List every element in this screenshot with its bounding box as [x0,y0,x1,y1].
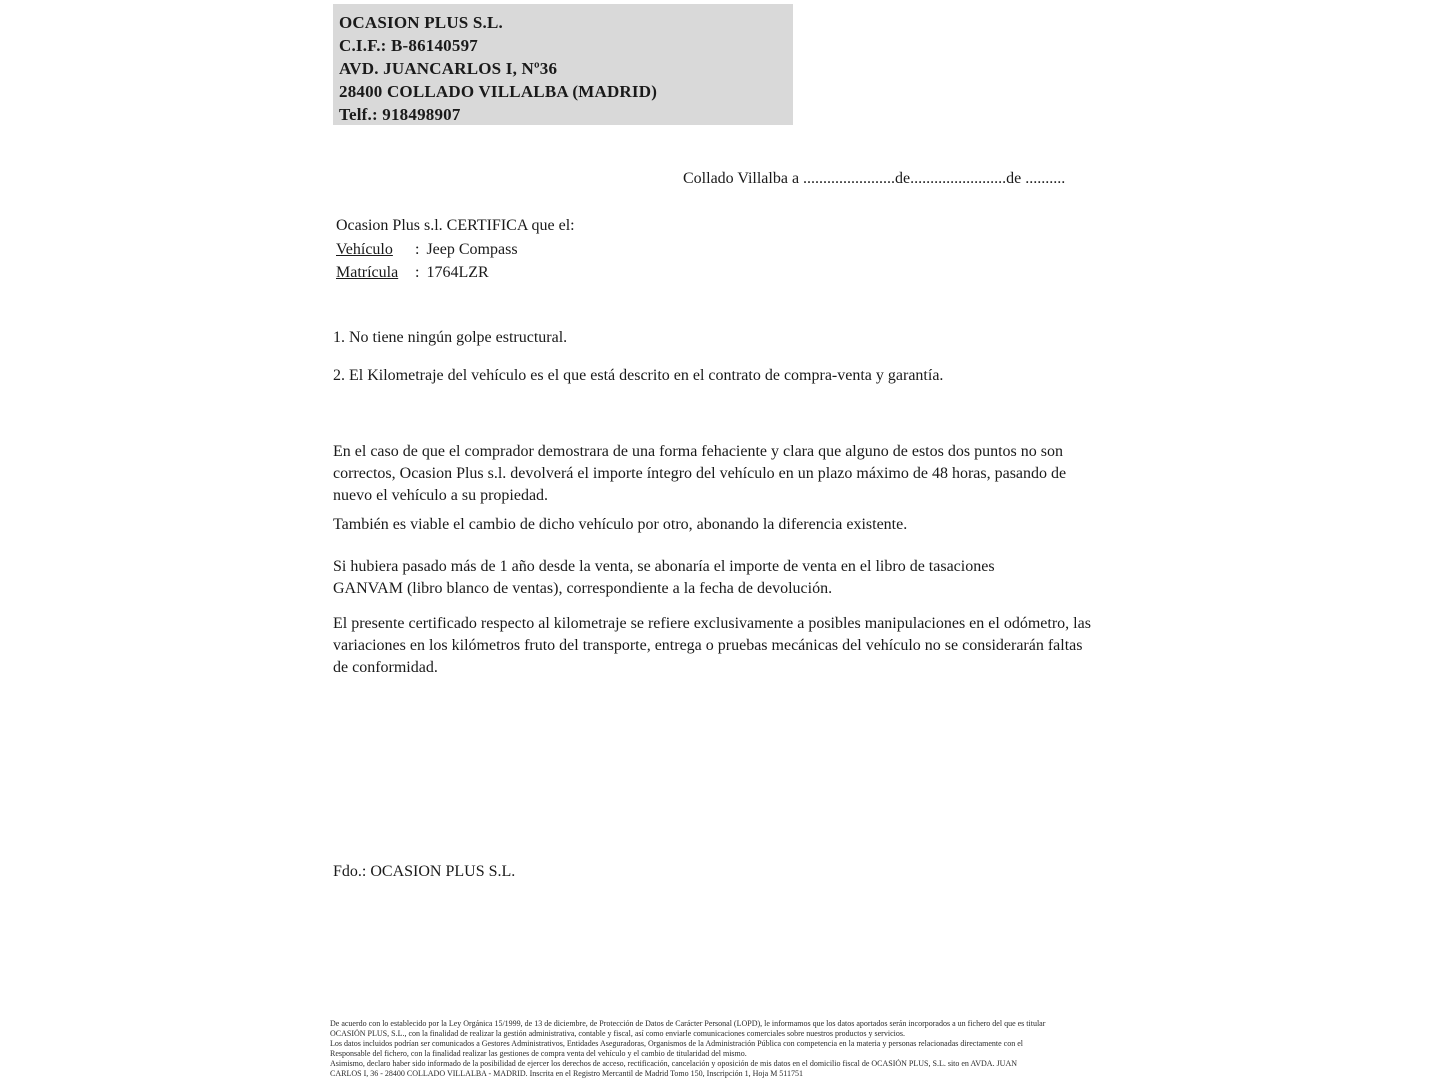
vehicle-separator: : [415,241,420,258]
company-phone: Telf.: 918498907 [339,105,461,124]
vehicle-label: Vehículo [336,241,393,258]
legal-footer-line: OCASIÓN PLUS, S.L., con la finalidad de realizar la gestión administrativa, contable y fiscal, así como enviarle comunicaciones comerciales sobre nuestros productos y servicios. [330,1029,905,1038]
vehicle-value: Jeep Compass [426,241,518,258]
legal-footer-line: Los datos incluidos podrían ser comunicados a Gestores Administrativos, Entidades Aseguradoras, Organismos de la Administración Pública con competencia en la materia y personas relacionadas directamente con el [330,1039,1023,1048]
legal-footer [330,1019,1120,1079]
certification-heading: Ocasion Plus s.l. CERTIFICA que el: [336,217,575,234]
vehicle-field [336,241,518,259]
certified-point-2: 2. El Kilometraje del vehículo es el que está descrito en el contrato de compra-venta y garantía. [333,367,944,384]
paragraph-odometer-disclaimer: El presente certificado respecto al kilometraje se refiere exclusivamente a posibles manipulaciones en el odómetro, las variaciones en los kilómetros fruto del transporte, entrega o pruebas mecánicas del vehículo no se considerarán faltas de conformidad. [333,615,1091,676]
plate-label: Matrícula [336,264,399,281]
company-letterhead [333,4,793,125]
company-city: 28400 COLLADO VILLALBA (MADRID) [339,82,658,101]
company-cif: C.I.F.: B-86140597 [339,36,478,55]
paragraph-ganvam-valuation: Si hubiera pasado más de 1 año desde la venta, se abonaría el importe de venta en el libro de tasaciones GANVAM (libro blanco de ventas), correspondiente a la fecha de devolución. [333,558,995,597]
paragraph-refund-terms: En el caso de que el comprador demostrara de una forma fehaciente y clara que alguno de estos dos puntos no son correctos, Ocasion Plus s.l. devolverá el importe íntegro del vehículo en un plazo máximo de 48 horas, pasando de nuevo el vehículo a su propiedad. [333,443,1067,504]
plate-separator: : [415,264,420,281]
company-name: OCASION PLUS S.L. [339,13,503,32]
legal-footer-line: Asimismo, declaro haber sido informado de la posibilidad de ejercer los derechos de acceso, rectificación, cancelación y oposición de mis datos en el domicilio fiscal de OCASIÓN PLUS, S.L. sito en AVDA. JUAN [330,1059,1018,1068]
legal-footer-line: De acuerdo con lo establecido por la Ley Orgánica 15/1999, de 13 de diciembre, de Protección de Datos de Carácter Personal (LOPD), le informamos que los datos aportados serán incorporados a un fichero del que es titular [330,1019,1046,1028]
legal-footer-line: Responsable del fichero, con la finalidad realizar las gestiones de compra venta del vehículo y el cambio de titularidad del mismo. [330,1049,747,1058]
signature-line: Fdo.: OCASION PLUS S.L. [333,863,516,880]
company-address: AVD. JUANCARLOS I, Nº36 [339,59,558,78]
paragraph-exchange-option: También es viable el cambio de dicho vehículo por otro, abonando la diferencia existente. [333,516,908,533]
plate-field [336,264,489,282]
legal-footer-line: CARLOS I, 36 - 28400 COLLADO VILLALBA - MADRID. Inscrita en el Registro Mercantil de Madrid Tomo 150, Inscripción 1, Hoja M 511751 [330,1069,804,1078]
certified-point-1: 1. No tiene ningún golpe estructural. [333,329,568,346]
plate-value: 1764LZR [426,264,489,281]
date-line: Collado Villalba a .......................de........................de .......... [683,170,1066,187]
